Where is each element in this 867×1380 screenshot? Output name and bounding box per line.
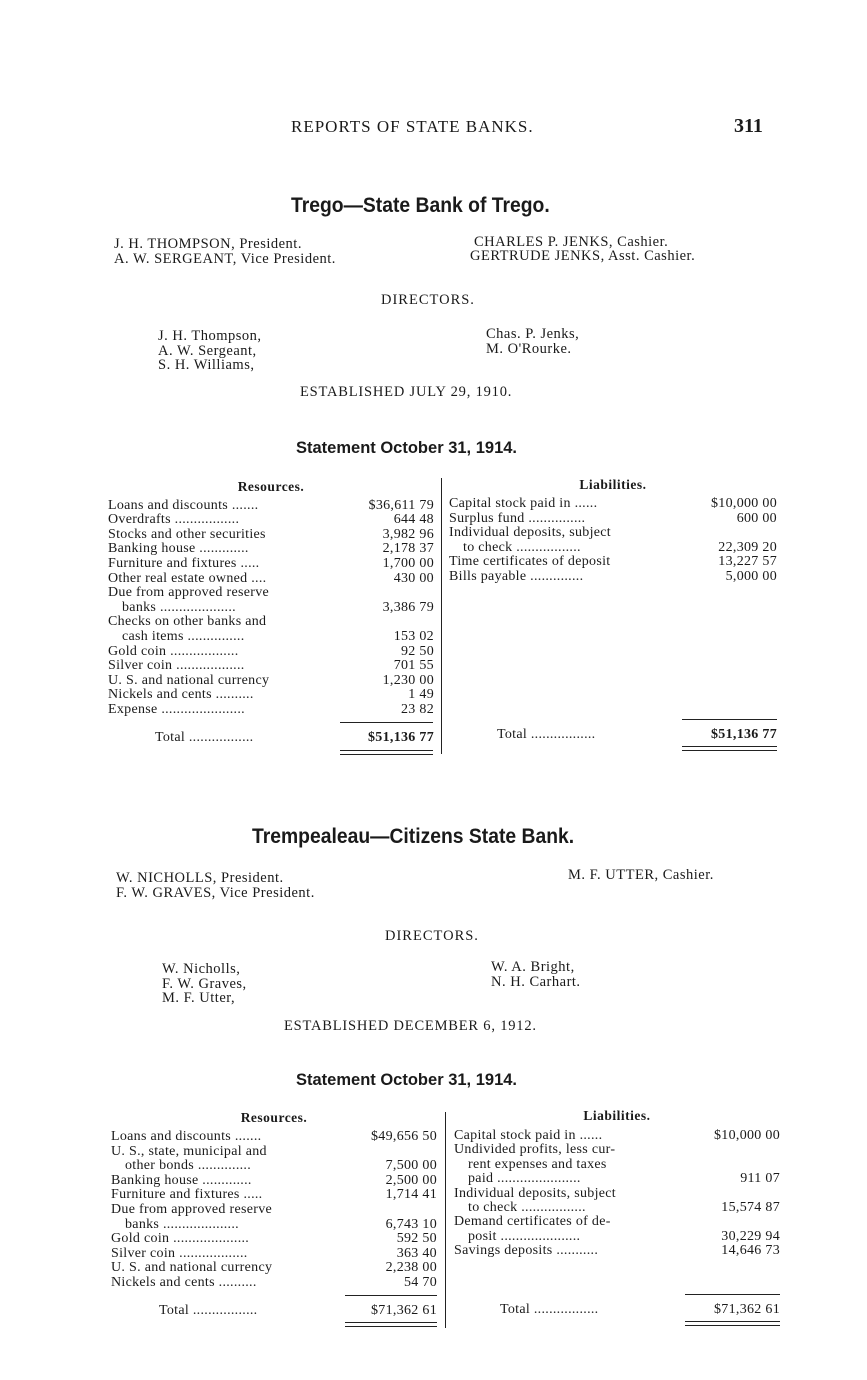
- bank2-resource-row: [111, 1173, 437, 1188]
- item-label: Individual deposits, subject: [449, 525, 611, 540]
- bank1-officer-cashier: CHARLES P. JENKS, Cashier.: [474, 234, 669, 250]
- item-amount: 13,227 57: [718, 554, 777, 569]
- bank1-officer-asst-cashier: GERTRUDE JENKS, Asst. Cashier.: [470, 248, 696, 264]
- bank2-liability-row: [454, 1214, 780, 1229]
- item-label: Furniture and fixtures .....: [108, 555, 260, 571]
- bank2-liability-row: [454, 1229, 780, 1244]
- item-label: Other real estate owned ....: [108, 570, 267, 586]
- total-label: Total .................: [159, 1303, 258, 1318]
- bank1-resource-row: [108, 498, 434, 513]
- item-amount: 644 48: [393, 512, 434, 528]
- item-label: Savings deposits ...........: [454, 1243, 599, 1259]
- bank1-resources-sum-rule: [340, 722, 433, 723]
- bank1-director: M. O'Rourke.: [486, 341, 572, 357]
- item-label: Surplus fund ...............: [449, 510, 586, 526]
- bank1-director: J. H. Thompson,: [158, 328, 262, 344]
- bank2-resources-double-rule: [345, 1322, 437, 1327]
- item-amount: 54 70: [404, 1275, 437, 1290]
- bank1-resource-row: [108, 512, 434, 527]
- item-amount: 2,238 00: [385, 1260, 437, 1276]
- item-label: Due from approved reserve: [111, 1202, 273, 1217]
- total-label: Total .................: [155, 730, 254, 745]
- bank2-director: W. A. Bright,: [491, 959, 575, 975]
- bank2-directors-heading: DIRECTORS.: [385, 928, 479, 944]
- item-amount: 3,982 96: [382, 526, 434, 542]
- item-label: Banking house .............: [108, 541, 249, 557]
- total-amount: $71,362 61: [371, 1303, 437, 1318]
- bank1-officer-vice-president: A. W. SERGEANT, Vice President.: [114, 251, 336, 267]
- bank1-liability-row: [449, 511, 777, 526]
- bank2-resource-row: [111, 1231, 437, 1246]
- item-label: banks ....................: [122, 599, 236, 615]
- item-label: cash items ...............: [122, 628, 245, 644]
- bank2-resource-row: [111, 1275, 437, 1290]
- item-label: U. S. and national currency: [111, 1260, 273, 1276]
- item-amount: 3,386 79: [382, 599, 434, 615]
- item-amount: 14,646 73: [721, 1243, 780, 1259]
- bank1-director: A. W. Sergeant,: [158, 343, 257, 359]
- item-amount: 5,000 00: [725, 568, 777, 584]
- bank1-resource-row: [108, 687, 434, 702]
- item-amount: 363 40: [396, 1245, 437, 1261]
- item-amount: 701 55: [393, 658, 434, 674]
- bank2-director: N. H. Carhart.: [491, 974, 581, 990]
- bank1-liabilities-sum-rule: [682, 719, 777, 720]
- item-label: other bonds ..............: [125, 1158, 252, 1174]
- item-label: Silver coin ..................: [111, 1245, 248, 1261]
- bank2-resource-row: [111, 1129, 437, 1144]
- bank2-established: ESTABLISHED DECEMBER 6, 1912.: [284, 1018, 537, 1034]
- item-label: Loans and discounts .......: [111, 1129, 262, 1144]
- item-label: paid ......................: [468, 1171, 581, 1187]
- item-amount: 911 07: [740, 1171, 780, 1187]
- bank2-liability-row: [454, 1142, 780, 1157]
- bank1-statement-heading: Statement October 31, 1914.: [296, 439, 518, 457]
- bank1-resource-row: [108, 541, 434, 556]
- item-amount: $10,000 00: [714, 1128, 780, 1143]
- item-amount: 1,714 41: [385, 1187, 437, 1203]
- item-label: Banking house .............: [111, 1172, 252, 1188]
- item-label: Checks on other banks and: [108, 614, 267, 630]
- bank2-column-divider: [445, 1112, 446, 1328]
- bank2-title: Trempealeau—Citizens State Bank.: [252, 825, 575, 848]
- bank1-liabilities-heading: Liabilities.: [579, 477, 647, 492]
- bank2-resource-row: [111, 1246, 437, 1261]
- total-label: Total .................: [497, 727, 596, 742]
- item-label: U. S. and national currency: [108, 672, 270, 688]
- bank2-officer-vice-president: F. W. GRAVES, Vice President.: [116, 885, 315, 901]
- bank1-liabilities-total: [497, 727, 777, 742]
- item-amount: $36,611 79: [368, 497, 434, 513]
- item-label: Nickels and cents ..........: [111, 1275, 257, 1290]
- item-label: Gold coin ..................: [108, 643, 239, 659]
- item-label: rent expenses and taxes: [468, 1156, 607, 1172]
- item-label: Due from approved reserve: [108, 585, 270, 601]
- item-label: to check .................: [468, 1200, 586, 1215]
- bank1-liability-row: [449, 540, 777, 555]
- bank2-resource-row: [111, 1144, 437, 1159]
- bank1-established: ESTABLISHED JULY 29, 1910.: [300, 384, 513, 400]
- bank1-liability-row: [449, 496, 777, 511]
- bank2-liability-row: [454, 1171, 780, 1186]
- item-label: to check .................: [463, 539, 581, 555]
- bank1-column-divider: [441, 478, 442, 754]
- item-amount: 2,500 00: [385, 1172, 437, 1188]
- total-amount: $51,136 77: [368, 730, 434, 745]
- item-label: Demand certificates of de-: [454, 1214, 611, 1230]
- item-amount: 592 50: [396, 1231, 437, 1247]
- item-amount: 1 49: [408, 687, 434, 703]
- bank2-resource-row: [111, 1158, 437, 1173]
- page-number: 311: [734, 115, 763, 137]
- bank2-liabilities-sum-rule: [685, 1294, 780, 1295]
- item-label: Time certificates of deposit: [449, 554, 611, 569]
- item-amount: 600 00: [736, 510, 777, 526]
- bank2-director: M. F. Utter,: [162, 990, 236, 1006]
- item-amount: $49,656 50: [371, 1129, 437, 1144]
- bank1-resource-row: [108, 629, 434, 644]
- item-label: Undivided profits, less cur-: [454, 1142, 616, 1158]
- bank1-resource-row: [108, 585, 434, 600]
- bank1-officer-president: J. H. THOMPSON, President.: [114, 236, 302, 252]
- bank1-resource-row: [108, 658, 434, 673]
- bank2-resources-sum-rule: [345, 1295, 437, 1296]
- bank2-officer-cashier: M. F. UTTER, Cashier.: [568, 867, 714, 883]
- bank1-resources-double-rule: [340, 750, 433, 755]
- item-label: Gold coin ....................: [111, 1231, 250, 1247]
- item-amount: 1,230 00: [382, 672, 434, 688]
- bank1-resource-row: [108, 527, 434, 542]
- item-label: Individual deposits, subject: [454, 1185, 616, 1201]
- bank2-director: F. W. Graves,: [162, 976, 247, 992]
- item-amount: 153 02: [393, 628, 434, 644]
- item-label: Capital stock paid in ......: [454, 1128, 603, 1143]
- item-label: Loans and discounts .......: [108, 497, 259, 513]
- bank2-resources-heading: Resources.: [240, 1110, 308, 1125]
- bank2-resources-total: [159, 1303, 437, 1318]
- bank2-liability-row: [454, 1128, 780, 1143]
- bank2-resource-row: [111, 1202, 437, 1217]
- bank2-liabilities-double-rule: [685, 1321, 780, 1326]
- bank2-resource-row: [111, 1217, 437, 1232]
- bank2-liability-row: [454, 1157, 780, 1172]
- item-label: Expense ......................: [108, 701, 245, 717]
- bank1-liability-row: [449, 525, 777, 540]
- bank1-director: S. H. Williams,: [158, 357, 255, 373]
- running-head: REPORTS OF STATE BANKS.: [291, 117, 534, 136]
- bank1-liability-row: [449, 569, 777, 584]
- bank2-liability-row: [454, 1186, 780, 1201]
- bank1-liability-row: [449, 554, 777, 569]
- bank1-resource-row: [108, 600, 434, 615]
- bank1-resource-row: [108, 571, 434, 586]
- bank1-resources-total: [155, 730, 434, 745]
- bank1-resource-row: [108, 644, 434, 659]
- item-label: Stocks and other securities: [108, 526, 266, 542]
- bank1-resource-row: [108, 673, 434, 688]
- bank1-resource-row: [108, 614, 434, 629]
- item-amount: 15,574 87: [721, 1200, 780, 1215]
- bank2-director: W. Nicholls,: [162, 961, 241, 977]
- item-label: banks ....................: [125, 1216, 239, 1232]
- total-amount: $51,136 77: [711, 727, 777, 742]
- item-label: Nickels and cents ..........: [108, 687, 254, 703]
- total-label: Total .................: [500, 1302, 599, 1317]
- item-amount: 1,700 00: [382, 555, 434, 571]
- bank2-liabilities-total: [500, 1302, 780, 1317]
- item-amount: 7,500 00: [385, 1158, 437, 1174]
- bank2-statement-heading: Statement October 31, 1914.: [296, 1071, 518, 1089]
- item-label: posit .....................: [468, 1228, 581, 1244]
- bank2-liability-row: [454, 1243, 780, 1258]
- item-amount: 2,178 37: [382, 541, 434, 557]
- bank2-resource-row: [111, 1260, 437, 1275]
- item-amount: 6,743 10: [385, 1216, 437, 1232]
- bank2-resource-row: [111, 1187, 437, 1202]
- item-amount: $10,000 00: [711, 496, 777, 511]
- item-label: Capital stock paid in ......: [449, 496, 598, 511]
- bank2-liabilities-heading: Liabilities.: [583, 1108, 651, 1123]
- bank1-liabilities-double-rule: [682, 746, 777, 751]
- item-amount: 430 00: [393, 570, 434, 586]
- bank1-resource-row: [108, 702, 434, 717]
- bank1-directors-heading: DIRECTORS.: [381, 292, 475, 308]
- item-amount: 92 50: [401, 643, 434, 659]
- bank1-resource-row: [108, 556, 434, 571]
- bank1-title: Trego—State Bank of Trego.: [291, 194, 550, 217]
- item-amount: 22,309 20: [718, 539, 777, 555]
- bank2-officer-president: W. NICHOLLS, President.: [116, 870, 284, 886]
- item-label: Overdrafts .................: [108, 512, 240, 528]
- total-amount: $71,362 61: [714, 1302, 780, 1317]
- item-amount: 30,229 94: [721, 1228, 780, 1244]
- item-label: U. S., state, municipal and: [111, 1143, 267, 1159]
- bank1-resources-heading: Resources.: [237, 479, 305, 494]
- item-label: Silver coin ..................: [108, 658, 245, 674]
- item-amount: 23 82: [401, 701, 434, 717]
- item-label: Furniture and fixtures .....: [111, 1187, 263, 1203]
- bank2-liability-row: [454, 1200, 780, 1215]
- bank1-director: Chas. P. Jenks,: [486, 326, 580, 342]
- item-label: Bills payable ..............: [449, 568, 584, 584]
